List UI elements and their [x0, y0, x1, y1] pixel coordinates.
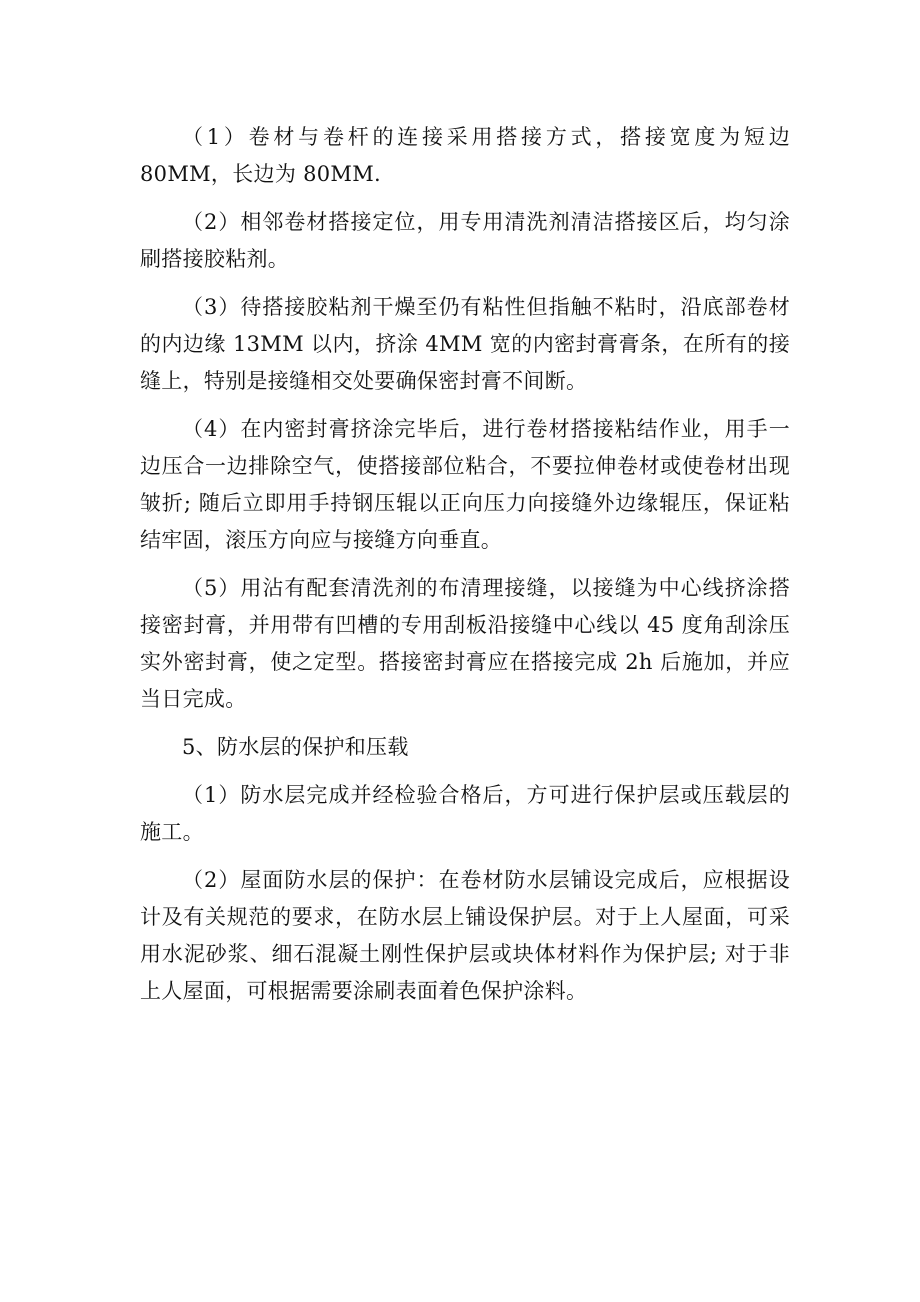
document-body — [140, 119, 790, 1021]
paragraph-lap-joint-width: （1）卷材与卷杆的连接采用搭接方式，搭接宽度为短边 80MM，长边为 80MM. — [140, 125, 790, 186]
paragraph-inner-sealant: （3）待搭接胶粘剂干燥至仍有粘性但指触不粘时，沿底部卷材的内边缘 13MM 以内，挤涂 4MM 宽的内密封膏膏条，在所有的接缝上，特别是接缝相交处要确保密封膏不间断。 — [140, 295, 790, 393]
paragraph-lap-bonding: （4）在内密封膏挤涂完毕后，进行卷材搭接粘结作业，用手一边压合一边排除空气，使搭接部位粘合，不要拉伸卷材或使卷材出现皱折; 随后立即用手持钢压辊以正向压力向接缝外边缘辊压，保证粘结牢固，滚压方向应与接缝方向垂直。 — [140, 417, 790, 552]
paragraph-outer-sealant: （5）用沾有配套清洗剂的布清理接缝，以接缝为中心线挤涂搭接密封膏，并用带有凹槽的专用刮板沿接缝中心线以 45 度角刮涂压实外密封膏，使之定型。搭接密封膏应在搭接完成 2h 后施加，并应当日完成。 — [140, 576, 790, 711]
paragraph-roof-protection: （2）屋面防水层的保护：在卷材防水层铺设完成后，应根据设计及有关规范的要求，在防水层上铺设保护层。对于上人屋面，可采用水泥砂浆、细石混凝土刚性保护层或块体材料作为保护层; 对于非上人屋面，可根据需要涂刷表面着色保护涂料。 — [140, 868, 790, 1003]
paragraph-inspection: （1）防水层完成并经检验合格后，方可进行保护层或压载层的施工。 — [140, 783, 790, 844]
paragraph-adhesive-application: （2）相邻卷材搭接定位，用专用清洗剂清洁搭接区后，均匀涂刷搭接胶粘剂。 — [140, 210, 790, 271]
section-heading-protection: 5、防水层的保护和压载 — [182, 735, 409, 759]
